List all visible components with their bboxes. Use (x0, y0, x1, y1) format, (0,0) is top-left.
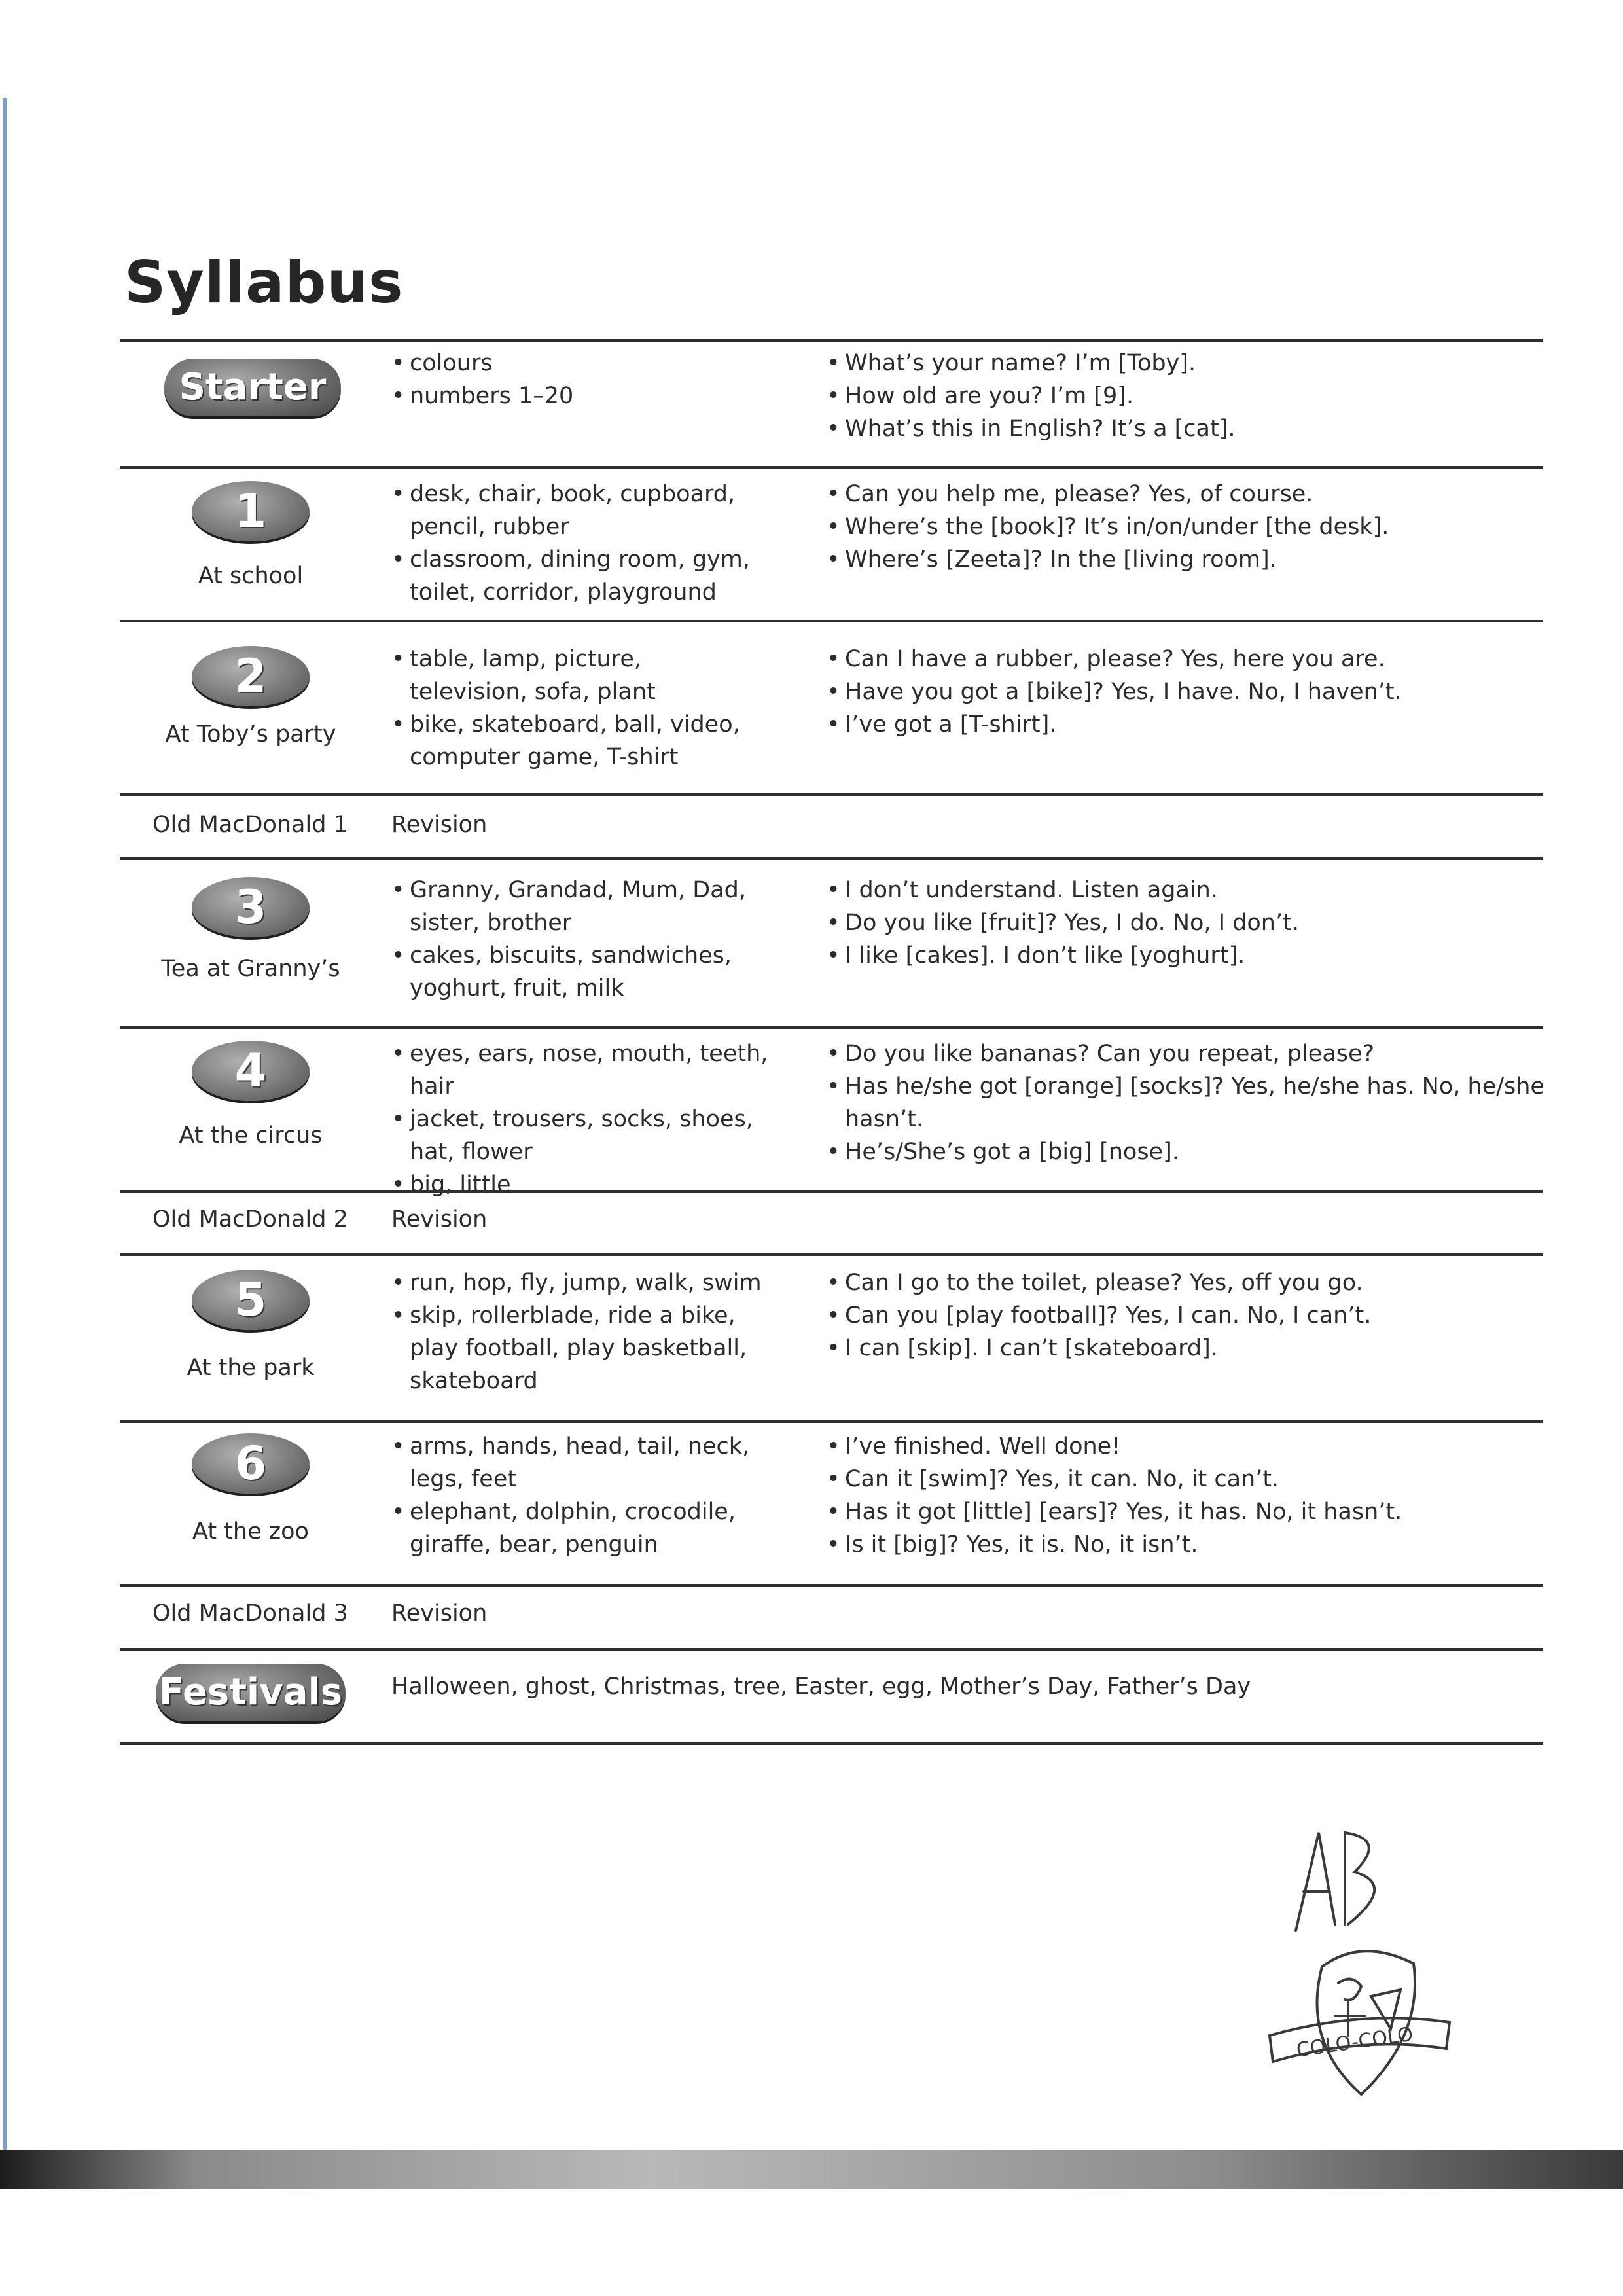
unit-language (827, 643, 1605, 741)
row-divider (120, 1584, 1543, 1587)
unit-language (827, 1266, 1605, 1365)
row-revision-2 (120, 1203, 1543, 1242)
unit-vocab (391, 643, 758, 774)
list-item: • Has it got [little] [ears]? Yes, it has. No, it hasn’t. (827, 1496, 1605, 1528)
revision-text: Revision (391, 1206, 488, 1232)
unit-title: Tea at Granny’s (161, 956, 340, 982)
list-item: • I don’t understand. Listen again. (827, 874, 1605, 906)
unit-number-badge: 4 (192, 1041, 310, 1101)
list-item: • big, little (391, 1168, 797, 1201)
revision-label: Old MacDonald 3 (152, 1600, 348, 1626)
unit-title: At the zoo (192, 1518, 309, 1545)
unit-number-badge: 5 (192, 1270, 310, 1330)
revision-label: Old MacDonald 1 (152, 812, 348, 838)
list-item: • I’ve finished. Well done! (827, 1430, 1605, 1463)
unit-vocab (391, 874, 758, 1005)
revision-text: Revision (391, 1600, 488, 1626)
scan-margin (0, 2189, 1623, 2296)
revision-text: Revision (391, 812, 488, 838)
row-revision-3 (120, 1597, 1543, 1636)
list-item: • I’ve got a [T-shirt]. (827, 708, 1605, 741)
page-title: Syllabus (124, 249, 404, 316)
row-starter (120, 347, 1543, 465)
list-item: • I can [skip]. I can’t [skateboard]. (827, 1332, 1605, 1365)
list-item: • How old are you? I’m [9]. (827, 380, 1605, 412)
list-item: • Can it [swim]? Yes, it can. No, it can’t. (827, 1463, 1605, 1496)
row-divider (120, 1190, 1543, 1193)
row-unit-4 (120, 1037, 1544, 1198)
rule-bottom (120, 1742, 1543, 1745)
list-item: • He’s/She’s got a [big] [nose]. (827, 1136, 1546, 1168)
list-item: • Is it [big]? Yes, it is. No, it isn’t. (827, 1528, 1605, 1561)
unit-language (827, 478, 1605, 576)
row-festivals (120, 1656, 1543, 1734)
list-item: • Do you like bananas? Can you repeat, please? (827, 1037, 1546, 1070)
unit-number-badge: 2 (192, 646, 310, 706)
list-item: • bike, skateboard, ball, video, computer game, T-shirt (391, 708, 758, 774)
list-item: • I like [cakes]. I don’t like [yoghurt]. (827, 939, 1605, 972)
list-item: • Can you help me, please? Yes, of course. (827, 478, 1605, 511)
list-item: • table, lamp, picture, television, sofa, plant (391, 643, 758, 708)
list-item: • Have you got a [bike]? Yes, I have. No, I haven’t. (827, 675, 1605, 708)
list-item: • What’s your name? I’m [Toby]. (827, 347, 1605, 380)
list-item: • Can I have a rubber, please? Yes, here you are. (827, 643, 1605, 675)
row-divider (120, 793, 1543, 796)
list-item: • Do you like [fruit]? Yes, I do. No, I don’t. (827, 906, 1605, 939)
unit-number-badge: 3 (192, 877, 310, 937)
unit-language (827, 874, 1605, 972)
unit-vocab (391, 1430, 784, 1561)
unit-number-badge: 1 (192, 481, 310, 541)
scan-edge (3, 98, 7, 2186)
unit-language (827, 1037, 1546, 1168)
row-divider (120, 620, 1543, 622)
row-unit-2 (120, 643, 1543, 780)
list-item: • numbers 1–20 (391, 380, 954, 412)
rule-top (120, 339, 1543, 342)
list-item: • Has he/she got [orange] [socks]? Yes, he/she has. No, he/she hasn’t. (827, 1070, 1546, 1136)
unit-language (827, 1430, 1605, 1561)
list-item: • classroom, dining room, gym, toilet, corridor, playground (391, 543, 758, 609)
row-unit-5 (120, 1266, 1543, 1407)
list-item: • Where’s [Zeeta]? In the [living room]. (827, 543, 1605, 576)
starter-badge: Starter (164, 359, 341, 416)
list-item: • elephant, dolphin, crocodile, giraffe, bear, penguin (391, 1496, 784, 1561)
list-item: • arms, hands, head, tail, neck, legs, feet (391, 1430, 784, 1496)
list-item: • Can you [play football]? Yes, I can. No, I can’t. (827, 1299, 1605, 1332)
list-item: • cakes, biscuits, sandwiches, yoghurt, fruit, milk (391, 939, 758, 1005)
row-divider (120, 1648, 1543, 1651)
starter-language (827, 347, 1605, 445)
row-divider (120, 857, 1543, 860)
festivals-badge: Festivals (156, 1664, 346, 1721)
list-item: • colours (391, 347, 954, 380)
unit-vocab (391, 478, 758, 609)
row-divider (120, 1026, 1543, 1029)
unit-title: At school (198, 563, 304, 589)
list-item: • Can I go to the toilet, please? Yes, off you go. (827, 1266, 1605, 1299)
list-item: • eyes, ears, nose, mouth, teeth, hair (391, 1037, 797, 1103)
revision-label: Old MacDonald 2 (152, 1206, 348, 1232)
unit-vocab (391, 1037, 797, 1201)
row-divider (120, 1420, 1543, 1423)
row-unit-3 (120, 874, 1543, 1011)
row-unit-1 (120, 478, 1543, 615)
row-divider (120, 1253, 1543, 1256)
handdrawn-doodle (1257, 1820, 1466, 2121)
row-divider (120, 466, 1543, 469)
list-item: • What’s this in English? It’s a [cat]. (827, 412, 1605, 445)
list-item: • Granny, Grandad, Mum, Dad, sister, brother (391, 874, 758, 939)
svg-text:COLO-COLO: COLO-COLO (1294, 2022, 1415, 2062)
unit-number-badge: 6 (192, 1433, 310, 1494)
list-item: • jacket, trousers, socks, shoes, hat, flower (391, 1103, 797, 1168)
festivals-text: Halloween, ghost, Christmas, tree, Easter, egg, Mother’s Day, Father’s Day (391, 1674, 1251, 1700)
list-item: • run, hop, fly, jump, walk, swim (391, 1266, 784, 1299)
list-item: • skip, rollerblade, ride a bike, play football, play basketball, skateboard (391, 1299, 784, 1397)
unit-vocab (391, 1266, 784, 1397)
row-unit-6 (120, 1430, 1543, 1571)
list-item: • Where’s the [book]? It’s in/on/under [the desk]. (827, 511, 1605, 543)
row-revision-1 (120, 808, 1543, 848)
list-item: • desk, chair, book, cupboard, pencil, rubber (391, 478, 758, 543)
unit-title: At Toby’s party (165, 721, 336, 747)
scan-shadow (0, 2150, 1623, 2189)
unit-title: At the circus (179, 1122, 323, 1149)
unit-title: At the park (187, 1355, 315, 1381)
